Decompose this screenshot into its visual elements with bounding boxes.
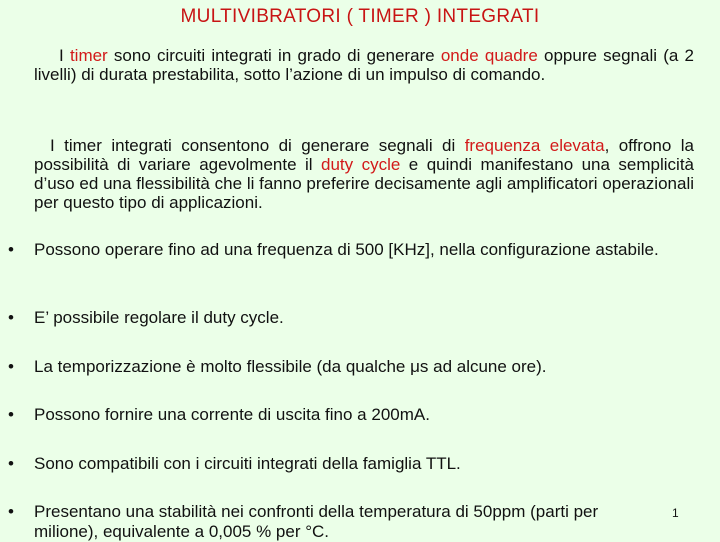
para2-text-2: , offrono la possibilità di variare agevolmente il — [34, 136, 694, 174]
bullet-icon: • — [8, 405, 14, 424]
bullet-icon: • — [8, 240, 14, 259]
list-item-text: Possono fornire una corrente di uscita fino a 200mA. — [34, 405, 430, 424]
bullet-icon: • — [8, 308, 14, 327]
slide-title: MULTIVIBRATORI ( TIMER ) INTEGRATI — [180, 6, 540, 27]
bullet-icon: • — [8, 502, 14, 521]
list-item-text: Sono compatibili con i circuiti integrati della famiglia TTL. — [34, 454, 461, 473]
list-item-text: La temporizzazione è molto flessibile (da qualche μs ad alcune ore). — [34, 357, 547, 376]
para2-text-1: I timer integrati consentono di generare segnali di — [50, 136, 465, 155]
list-item-text: E’ possibile regolare il duty cycle. — [34, 308, 284, 327]
list-item-text: Presentano una stabilità nei confronti della temperatura di 50ppm (parti per milione), equivalente a 0,005 % per °C. — [34, 502, 599, 541]
para2-highlight-frequenza: frequenza elevata — [464, 136, 605, 155]
para1-highlight-onde-quadre: onde quadre — [440, 46, 538, 65]
bullet-icon: • — [8, 454, 14, 473]
page-number: 1 — [672, 506, 679, 520]
bullet-icon: • — [8, 357, 14, 376]
para1-text-1: I — [59, 46, 70, 65]
list-item-text: Possono operare fino ad una frequenza di 500 [KHz], nella configurazione astabile. — [34, 240, 659, 259]
para1-text-2: sono circuiti integrati in grado di generare — [107, 46, 441, 65]
para2-text-3: e quindi manifestano una semplicità d’uso ed una flessibilità che li fanno preferire decisamente agli amplificatori operazionali per questo tipo di applicazioni. — [34, 155, 694, 212]
para2-highlight-duty-cycle: duty cycle — [321, 155, 401, 174]
intro-paragraph — [34, 46, 694, 84]
para1-text-3: oppure segnali (a 2 livelli) di durata prestabilita, sotto l’azione di un impulso di comando. — [34, 46, 694, 84]
features-paragraph — [34, 136, 694, 212]
para1-highlight-timer: timer — [69, 46, 108, 65]
